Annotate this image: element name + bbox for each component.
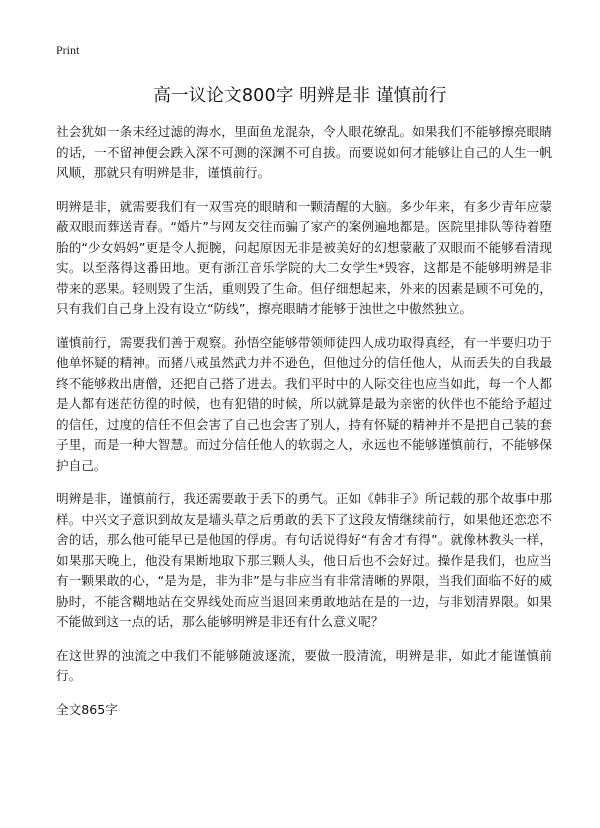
article-title: 高一议论文800字 明辨是非 谨慎前行 [153,86,447,106]
paragraph-1: 社会犹如一条未经过滤的海水，里面鱼龙混杂，令人眼花缭乱。如果我们不能够擦亮眼睛的话，一不留神便会跌入深不可测的深渊不可自拔。而要说如何才能够让自己的人生一帆风顺，那就只有明辨是非，谨慎前行。 [56,124,552,180]
word-count: 全文865字 [56,701,118,717]
paragraph-4: 明辨是非，谨慎前行，我还需要敢于丢下的勇气。正如《韩非子》所记载的那个故事中那样。中兴文子意识到故友是墙头草之后勇敢的丢下了这段友情继续前行，如果他还恋恋不舍的话，那么他可能早已是他国的俘虏。有句话说得好“有舍才有得”。就像林教头一样，如果那天晚上，他没有果断地取下那三颗人头，他日后也不会好过。操作是我们，也应当有一颗果敢的心，“是为是，非为非”是与非应当有非常清晰的界限，当我们面临不好的威胁时，不能含糊地站在交界线处而应当退回来勇敢地站在是的一边，与非划清界限。如果不能做到这一点的话，那么能够明辨是非还有什么意义呢？ [56,491,552,629]
article-body [56,122,552,720]
paragraph-3: 谨慎前行，需要我们善于观察。孙悟空能够带领师徒四人成功取得真经，有一半要归功于他单怀疑的精神。而猪八戒虽然武力并不逊色，但他过分的信任他人，从而丢失的自我最终不能够救出唐僧，还把自己搭了进去。我们平时中的人际交往也应当如此，每一个人都是人都有迷茫彷徨的时候，也有犯错的时候，所以就算是最为亲密的伙伴也不能给予超过的信任，过度的信任不但会害了自己也会害了别人，持有怀疑的精神并不是把自己装的套子里，而是一种大智慧。而过分信任他人的软弱之人，永远也不能够谨慎前行，不能够保护自己。 [56,334,552,473]
paragraph-5: 在这世界的浊流之中我们不能够随波逐流，要做一股清流，明辨是非，如此才能谨慎前行。 [56,647,552,683]
print-link[interactable]: Print [56,43,80,57]
paragraph-2: 明辨是非，就需要我们有一双雪亮的眼睛和一颗清醒的大脑。多少年来，有多少青年应蒙蔽双眼而葬送青春。“婚片”与网友交往而骗了家产的案例遍地都是。医院里排队等待着堕胎的“少女妈妈”更是令人扼腕，问起原因无非是被美好的幻想蒙蔽了双眼而不能够看清现实。以至落得这番田地。更有浙江音乐学院的大二女学生*毁容，这都是不能够明辨是非带来的恶果。轻则毁了生活，重则毁了生命。但仔细想起来，外来的因素是顾不可免的，只有我们自己身上没有设立“防线”，擦亮眼睛才能够于浊世之中傲然独立。 [56,198,552,316]
